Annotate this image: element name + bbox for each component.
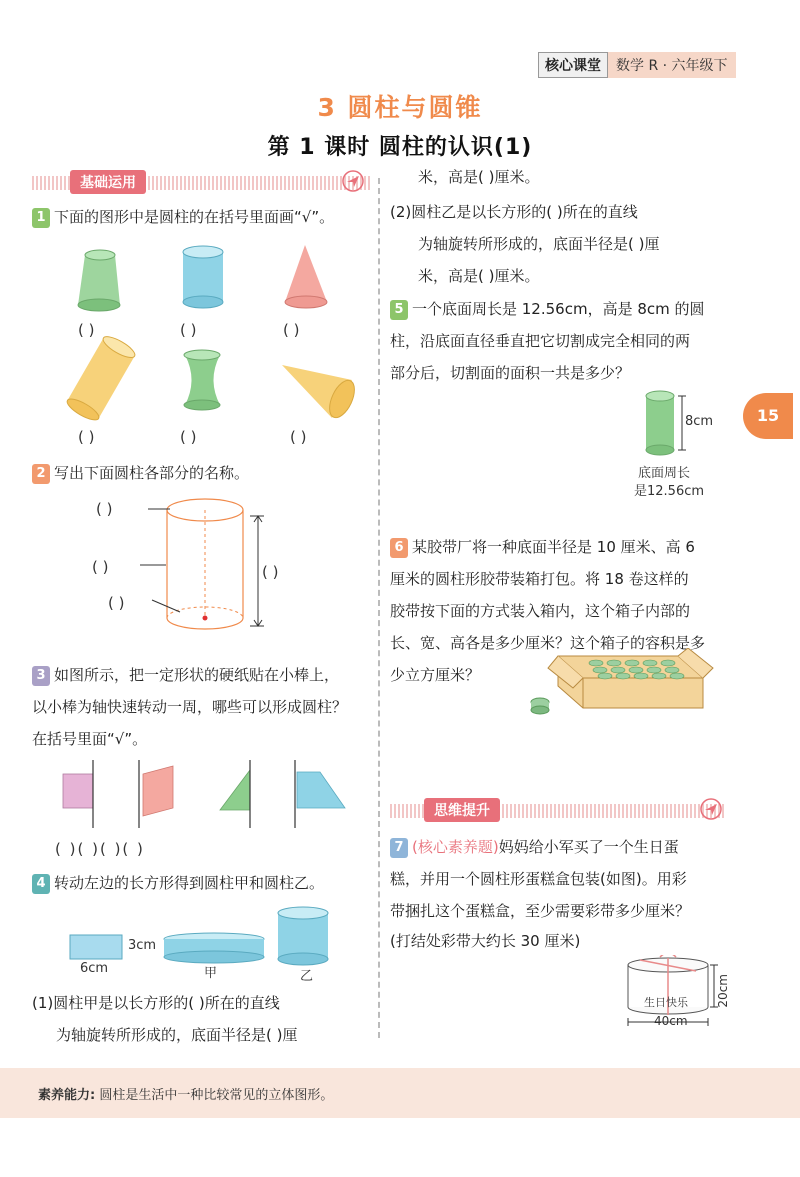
- lesson-title: 第 1 课时 圆柱的认识(1): [267, 135, 533, 160]
- q2-blank-side[interactable]: ( ): [92, 558, 109, 576]
- question-3: [32, 660, 339, 691]
- q3-shapes-figure: [55, 760, 365, 830]
- label-20cm: 20cm: [716, 974, 730, 1008]
- label-3cm: 3cm: [128, 938, 157, 953]
- label-yi: 乙: [300, 969, 314, 984]
- question-line: 部分后，切割面的面积一共是多少？: [390, 364, 631, 382]
- question-line: 糕，并用一个圆柱形蛋糕盒包装(如图)。用彩: [390, 870, 687, 888]
- q1-blank-2[interactable]: ( ): [180, 321, 197, 339]
- label-circumference-1: 底面周长: [638, 466, 691, 481]
- q1-blank-3[interactable]: ( ): [283, 321, 300, 339]
- label-jia: 甲: [204, 966, 218, 981]
- footer-note: [38, 1084, 333, 1103]
- q2-blank-height[interactable]: ( ): [262, 563, 279, 581]
- subject-label: 数学 R · 六年级下: [608, 52, 736, 78]
- question-text: 下面的图形中是圆柱的在括号里面画“√”。: [54, 208, 335, 226]
- q2-blank-top[interactable]: ( ): [96, 500, 113, 518]
- plane-icon: [700, 798, 722, 824]
- column-divider: [378, 178, 380, 1038]
- question-line: 胶带按下面的方式装入箱内，这个箱子内部的: [390, 602, 691, 620]
- q4-line-5: 为轴旋转所形成的，底面半径是( )厘: [418, 235, 660, 253]
- q6-box-figure: [528, 648, 718, 718]
- q2-blank-center[interactable]: ( ): [108, 594, 125, 612]
- label-8cm: 8cm: [685, 414, 714, 429]
- header-badge: [538, 52, 736, 78]
- label-6cm: 6cm: [80, 961, 109, 976]
- section-tag-basic: 基础运用: [70, 170, 146, 194]
- label-cake: 生日快乐: [644, 996, 688, 1009]
- lying-cone-shape: [282, 365, 360, 421]
- question-line: 一个底面周长是 12.56cm，高是 8cm 的圆: [412, 300, 705, 318]
- question-line: 以小棒为轴快速转动一周，哪些可以形成圆柱？: [32, 698, 348, 716]
- q3-blanks[interactable]: ( )( )( )( ): [55, 840, 145, 858]
- question-line: 妈妈给小军买了一个生日蛋: [498, 838, 679, 856]
- waisted-shape: [184, 350, 220, 410]
- label-circumference-2: 是12.56cm: [634, 484, 705, 499]
- question-line: (打结处彩带大约长 30 厘米): [390, 932, 581, 950]
- question-line: 柱，沿底面直径垂直把它切割成完全相同的两: [390, 332, 691, 350]
- q4-line-3: 米，高是( )厘米。: [418, 168, 540, 186]
- q4-line-6: 米，高是( )厘米。: [418, 267, 540, 285]
- question-number: 2: [32, 464, 50, 484]
- question-text: 转动左边的长方形得到圆柱甲和圆柱乙。: [54, 874, 325, 892]
- question-2: [32, 458, 249, 489]
- question-1: [32, 202, 334, 233]
- q1-blank-1[interactable]: ( ): [78, 321, 95, 339]
- question-5: [390, 294, 705, 325]
- q1-blank-6[interactable]: ( ): [290, 428, 307, 446]
- question-number: 7: [390, 838, 408, 858]
- question-line: 少立方厘米？: [390, 666, 481, 684]
- q1-blank-4[interactable]: ( ): [78, 428, 95, 446]
- question-line: 带捆扎这个蛋糕盒，至少需要彩带多少厘米？: [390, 902, 691, 920]
- q1-shapes-figure: [60, 240, 370, 450]
- cone-shape: [285, 245, 327, 308]
- footer-content: 圆柱是生活中一种比较常见的立体图形。: [99, 1088, 334, 1103]
- plane-icon: [342, 170, 364, 196]
- label-40cm: 40cm: [654, 1014, 688, 1028]
- chapter-title: 3 圆柱与圆锥: [317, 93, 483, 122]
- question-number: 1: [32, 208, 50, 228]
- q4-line-4: (2)圆柱乙是以长方形的( )所在的直线: [390, 203, 638, 221]
- slanted-cylinder-shape: [64, 333, 137, 424]
- brand-label: 核心课堂: [538, 52, 608, 78]
- question-7: [390, 832, 679, 863]
- question-6: [390, 532, 695, 563]
- q1-blank-5[interactable]: ( ): [180, 428, 197, 446]
- question-line: 某胶带厂将一种底面半径是 10 厘米、高 6: [412, 538, 695, 556]
- footer-label: 素养能力:: [38, 1088, 96, 1103]
- q4-line-2: 为轴旋转所形成的，底面半径是( )厘: [56, 1026, 298, 1044]
- question-tag: (核心素养题): [412, 838, 499, 856]
- section-tag-thinking: 思维提升: [424, 798, 500, 822]
- question-line: 厘米的圆柱形胶带装箱打包。将 18 卷这样的: [390, 570, 689, 588]
- cylinder-shape: [183, 246, 223, 308]
- question-text: 写出下面圆柱各部分的名称。: [54, 464, 250, 482]
- question-number: 6: [390, 538, 408, 558]
- question-line: 长、宽、高各是多少厘米？这个箱子的容积是多: [390, 634, 706, 652]
- question-line: 如图所示，把一定形状的硬纸贴在小棒上，: [54, 666, 340, 684]
- q4-line-1: (1)圆柱甲是以长方形的( )所在的直线: [32, 994, 280, 1012]
- question-number: 5: [390, 300, 408, 320]
- question-number: 4: [32, 874, 50, 894]
- question-line: 在括号里面“√”。: [32, 730, 148, 748]
- page-number-badge: 15: [743, 393, 793, 439]
- question-number: 3: [32, 666, 50, 686]
- frustum-shape: [78, 250, 120, 311]
- question-4: [32, 868, 324, 899]
